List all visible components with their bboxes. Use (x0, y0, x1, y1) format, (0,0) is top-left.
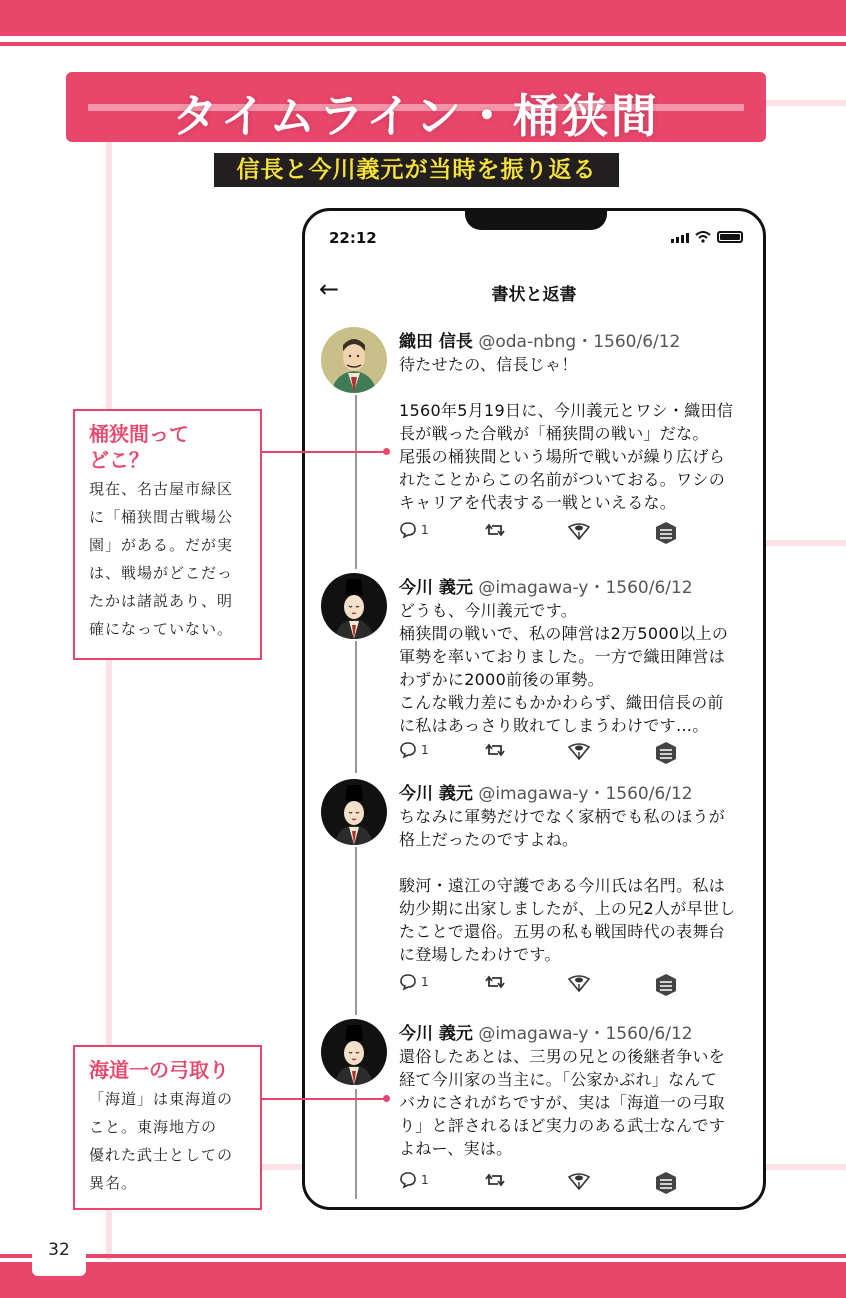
fan-button[interactable] (567, 521, 591, 541)
reply-button[interactable] (399, 1171, 429, 1189)
retweet-button[interactable] (485, 741, 505, 759)
tweet-text: 還俗したあとは、三男の兄との後継者争いを 経て今川家の当主に。「公家かぶれ」なんて バカにされがちですが、実は「海道一の弓取 り」と評されるほど実力のある武士なんです よねー、実は。 (399, 1047, 726, 1158)
phone-notch (465, 208, 607, 230)
page-title: タイムライン・桶狭間 (172, 89, 660, 143)
reply-button[interactable] (399, 973, 429, 991)
note-text: 「海道」は東海道の こと。東海地方の 優れた武士としての 異名。 (89, 1090, 234, 1192)
scroll-button[interactable] (655, 741, 677, 765)
note-title: 海道一の弓取り (89, 1058, 229, 1082)
scroll-button[interactable] (655, 521, 677, 545)
title-banner (66, 72, 766, 142)
tweet-actions (399, 973, 699, 999)
tweet-handle: @oda-nbng・1560/6/12 (478, 332, 681, 352)
tweet-actions (399, 1171, 699, 1197)
fan-icon (567, 741, 591, 761)
avatar-imagawa[interactable] (321, 779, 387, 845)
fan-icon (567, 1171, 591, 1191)
fan-icon (567, 521, 591, 541)
background-rule (766, 1164, 846, 1170)
reply-icon (399, 521, 417, 539)
tweet-actions (399, 521, 699, 547)
scroll-icon (655, 741, 677, 765)
fan-button[interactable] (567, 741, 591, 761)
scroll-button[interactable] (655, 1171, 677, 1195)
note-connector-dot (383, 448, 390, 455)
top-band (0, 0, 846, 36)
note-connector-dot (383, 1095, 390, 1102)
reply-count: 1 (421, 523, 429, 537)
retweet-button[interactable] (485, 973, 505, 991)
tweet-handle: @imagawa-y・1560/6/12 (478, 1024, 693, 1044)
note-title: 桶狭間って どこ？ (89, 422, 189, 472)
avatar-nobunaga[interactable] (321, 327, 387, 393)
scroll-button[interactable] (655, 973, 677, 997)
tweet-text: ちなみに軍勢だけでなく家柄でも私のほうが 格上だったのですよね。 駿河・遠江の守護である今川氏は名門。私は 幼少期に出家しましたが、上の兄2人が早世し たことで還俗。五男の私も戦国時代の表舞台 に登場したわけです。 (399, 807, 736, 964)
tweet-handle: @imagawa-y・1560/6/12 (478, 578, 693, 598)
scroll-icon (655, 973, 677, 997)
tweet-author[interactable]: 織田 信長 (399, 332, 473, 352)
tweet-actions (399, 741, 699, 767)
avatar-imagawa[interactable] (321, 573, 387, 639)
tweet-author[interactable]: 今川 義元 (399, 784, 473, 804)
retweet-icon (485, 521, 505, 539)
reply-icon (399, 741, 417, 759)
side-note-kaidou (73, 1045, 262, 1210)
side-note-okehazama (73, 409, 262, 660)
tweet-author[interactable]: 今川 義元 (399, 1024, 473, 1044)
reply-count: 1 (421, 743, 429, 757)
reply-icon (399, 1171, 417, 1189)
top-rule (0, 42, 846, 46)
tweet-author[interactable]: 今川 義元 (399, 578, 473, 598)
fan-button[interactable] (567, 973, 591, 993)
scroll-icon (655, 1171, 677, 1195)
signal-icon (671, 233, 689, 243)
page-subtitle: 信長と今川義元が当時を振り返る (214, 153, 619, 187)
scroll-icon (655, 521, 677, 545)
status-icons (671, 231, 743, 243)
tweet-text: どうも、今川義元です。 桶狭間の戦いで、私の陣営は2万5000以上の 軍勢を率いておりました。一方で織田陣営は わずかに2000前後の軍勢。 こんな戦力差にもかかわらず、織田信長の前 に私はあっさり敗れてしまうわけです…。 (399, 601, 729, 735)
note-connector (262, 451, 386, 453)
retweet-icon (485, 741, 505, 759)
bottom-band (0, 1262, 846, 1298)
fan-icon (567, 973, 591, 993)
retweet-button[interactable] (485, 1171, 505, 1189)
status-time: 22:12 (329, 229, 377, 247)
reply-count: 1 (421, 1173, 429, 1187)
retweet-icon (485, 973, 505, 991)
tweet-handle: @imagawa-y・1560/6/12 (478, 784, 693, 804)
reply-button[interactable] (399, 741, 429, 759)
note-text: 現在、名古屋市緑区 に「桶狭間古戦場公 園」がある。だが実 は、戦場がどこだっ たかは諸説あり、明 確になっていない。 (89, 480, 234, 638)
background-rule (766, 100, 846, 106)
nav-title: 書状と返書 (491, 285, 577, 305)
fan-button[interactable] (567, 1171, 591, 1191)
page-number: 32 (32, 1232, 86, 1276)
bottom-rule (0, 1254, 846, 1258)
tweet (321, 779, 751, 979)
reply-icon (399, 973, 417, 991)
retweet-button[interactable] (485, 521, 505, 539)
tweet-text: 待たせたの、信長じゃ！ 1560年5月19日に、今川義元とワシ・織田信 長が戦った合戦が「桶狭間の戦い」だな。 尾張の桶狭間という場所で戦いが繰り広げら れたことからこの名前がついておる。ワシの キャリアを代表する一戦といえるな。 (399, 355, 734, 512)
battery-icon (717, 231, 743, 243)
tweet (321, 573, 751, 743)
wifi-icon (695, 231, 711, 243)
avatar-imagawa[interactable] (321, 1019, 387, 1085)
back-arrow-icon[interactable]: ← (319, 275, 340, 303)
phone-frame (302, 208, 766, 1210)
background-rule (766, 540, 846, 546)
note-connector (262, 1098, 386, 1100)
retweet-icon (485, 1171, 505, 1189)
reply-button[interactable] (399, 521, 429, 539)
reply-count: 1 (421, 975, 429, 989)
